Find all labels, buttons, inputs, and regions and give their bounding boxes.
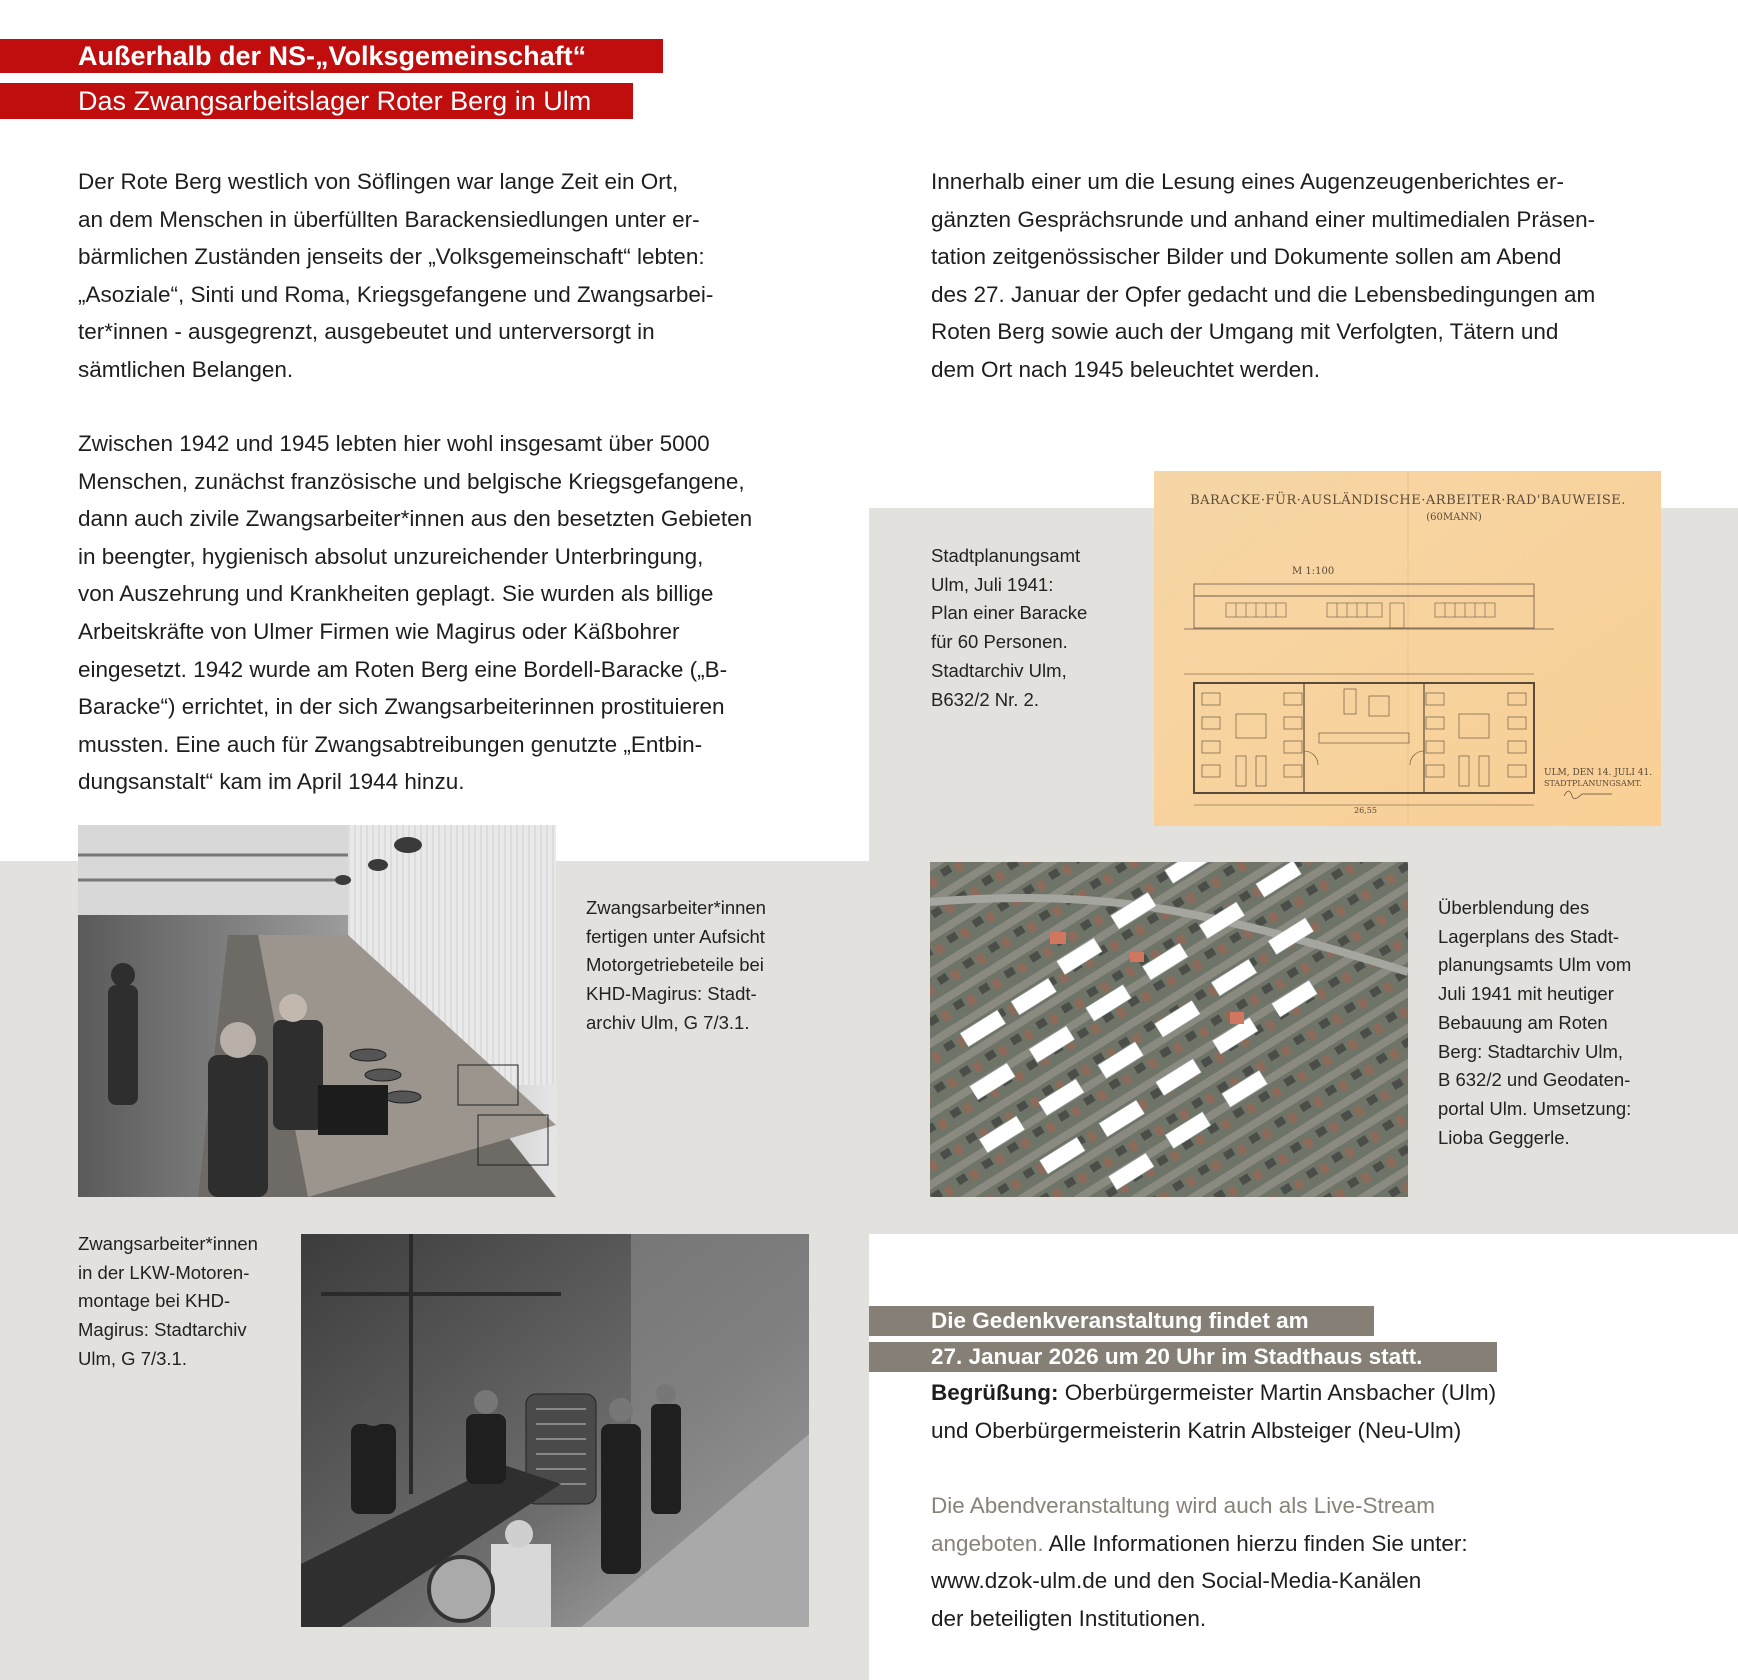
text-line: Zwischen 1942 und 1945 lebten hier wohl insgesamt über 5000 [78,431,710,456]
text-line: dungsanstalt“ kam im April 1944 hinzu. [78,769,465,795]
intro-paragraph-right [931,163,1595,389]
text-line: Roten Berg sowie auch der Umgang mit Verfolgten, Tätern und [931,319,1559,345]
text-line: „Asoziale“, Sinti und Roma, Kriegsgefangene und Zwangsarbei- [78,281,714,307]
stream-line-2: angeboten. Alle Informationen hierzu finden Sie unter: [931,1531,1468,1556]
svg-text:(60MANN): (60MANN) [1426,512,1482,523]
greeting-line-1: Begrüßung: Oberbürgermeister Martin Ansbacher (Ulm) [931,1380,1497,1405]
text-line: an dem Menschen in überfüllten Barackensiedlungen unter er- [78,206,700,232]
text-line: Arbeitskräfte von Ulmer Firmen wie Magirus oder Käßbohrer [78,618,680,644]
text-line: in beengter, hygienisch absolut unzureichender Unterbringung, [78,543,704,569]
text-line: mussten. Eine auch für Zwangsabtreibungen genutzte „Entbin- [78,731,703,757]
text-line: eingesetzt. 1942 wurde am Roten Berg eine Bordell-Baracke („B- [78,656,728,682]
text-line: dem Ort nach 1945 beleuchtet werden. [931,356,1320,382]
text-line: gänzten Gesprächsrunde und anhand einer multimedialen Präsen- [931,206,1596,232]
intro-paragraph-2 [78,425,752,801]
greeting-line-2: und Oberbürgermeisterin Katrin Albsteiger (Neu-Ulm) [931,1418,1462,1443]
barrack-plan-image [1154,471,1661,826]
text-line: des 27. Januar der Opfer gedacht und die Lebensbedingungen am [931,281,1596,307]
text-line: dann auch zivile Zwangsarbeiter*innen aus den besetzten Gebieten [78,506,753,532]
truck-photo-caption: Zwangsarbeiter*innen in der LKW-Motoren- montage bei KHD- Magirus: Stadtarchiv Ulm, G 7/3.1. [78,1233,258,1369]
text-line: Baracke“) errichtet, in der sich Zwangsarbeiterinnen prostituieren [78,694,725,720]
greeting-label: Begrüßung: [931,1380,1059,1405]
svg-text:26,55: 26,55 [1354,806,1377,815]
text-line: tation zeitgenössischer Bilder und Dokumente sollen am Abend [931,244,1562,270]
svg-text:ULM, DEN 14. JULI 41.: ULM, DEN 14. JULI 41. [1544,768,1653,778]
factory-workers-photo [78,825,556,1197]
text-line: Der Rote Berg westlich von Söflingen war lange Zeit ein Ort, [78,169,679,194]
page-title: Außerhalb der NS-„Volksgemeinschaft“ [0,39,663,73]
plan-caption: Stadtplanungsamt Ulm, Juli 1941: Plan einer Baracke für 60 Personen. Stadtarchiv Ulm, B632/2 Nr. 2. [931,545,1088,710]
text-line: bärmlichen Zuständen jenseits der „Volksgemeinschaft“ lebten: [78,244,705,270]
stream-line-4: der beteiligten Institutionen. [931,1606,1207,1631]
truck-assembly-photo [301,1234,809,1627]
aerial-caption: Überblendung des Lagerplans des Stadt- planungsamts Ulm vom Juli 1941 mit heutiger Bebauung am Roten Berg: Stadtarchiv Ulm, B 632/2 und Geodaten- portal Ulm. Umsetzung: Lioba Geggerle. [1438,897,1632,1148]
svg-text:BARACKE·FÜR·AUSLÄNDISCHE·ARBEI: BARACKE·FÜR·AUSLÄNDISCHE·ARBEITER·RAD'BAUWEISE. [1190,493,1626,508]
svg-text:M 1:100: M 1:100 [1292,566,1335,577]
text-line: von Auszehrung und Krankheiten geplagt. Sie wurden als billige [78,581,714,607]
event-highlight-line-2: 27. Januar 2026 um 20 Uhr im Stadthaus statt. [869,1342,1497,1372]
stream-link-line[interactable]: www.dzok-ulm.de und den Social-Media-Kanälen [931,1568,1422,1593]
stream-line-1: Die Abendveranstaltung wird auch als Live-Stream [931,1493,1436,1518]
svg-text:STADTPLANUNGSAMT.: STADTPLANUNGSAMT. [1544,779,1642,788]
text-line: Menschen, zunächst französische und belgische Kriegsgefangene, [78,468,745,494]
page-subtitle: Das Zwangsarbeitslager Roter Berg in Ulm [0,83,633,119]
text-line: sämtlichen Belangen. [78,356,294,382]
event-highlight-line-1: Die Gedenkveranstaltung findet am [869,1306,1374,1336]
text-line: ter*innen - ausgegrenzt, ausgebeutet und unterversorgt in [78,319,655,345]
text-line: Innerhalb einer um die Lesung eines Augenzeugenberichtes er- [931,169,1564,194]
intro-paragraph-1 [78,163,713,389]
factory-photo-caption: Zwangsarbeiter*innen fertigen unter Aufsicht Motorgetriebeteile bei KHD-Magirus: Stadt- archiv Ulm, G 7/3.1. [586,897,766,1033]
aerial-overlay-image [930,862,1408,1197]
